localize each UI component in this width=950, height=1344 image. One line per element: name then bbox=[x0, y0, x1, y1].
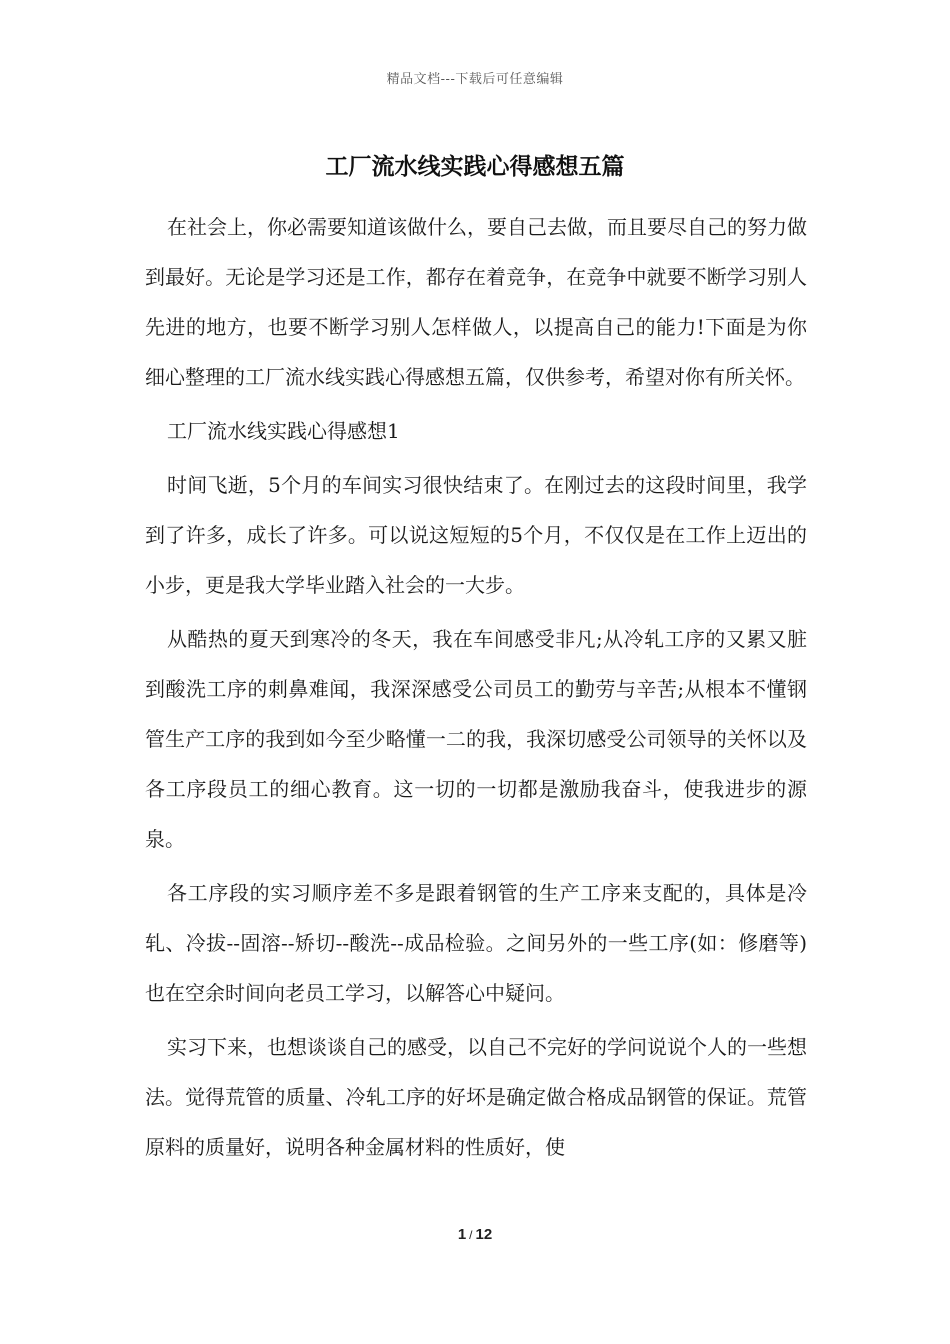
page-separator: / bbox=[469, 1228, 473, 1242]
document-body bbox=[145, 202, 807, 1176]
page-number bbox=[0, 1226, 950, 1243]
body-paragraph: 各工序段的实习顺序差不多是跟着钢管的生产工序来支配的，具体是冷轧、冷拔--固溶--矫切--酸洗--成品检验。之间另外的一些工序(如：修磨等)也在空余时间向老员工学习，以解答心中疑问。 bbox=[145, 881, 807, 1005]
page-current: 1 bbox=[457, 1226, 467, 1243]
page-total: 12 bbox=[475, 1226, 493, 1243]
section-heading: 工厂流水线实践心得感想1 bbox=[167, 419, 400, 443]
body-paragraph: 时间飞逝，5个月的车间实习很快结束了。在刚过去的这段时间里，我学到了许多，成长了许多。可以说这短短的5个月，不仅仅是在工作上迈出的小步，更是我大学毕业踏入社会的一大步。 bbox=[145, 473, 807, 597]
body-paragraph: 从酷热的夏天到寒冷的冬天，我在车间感受非凡;从冷轧工序的又累又脏到酸洗工序的刺鼻难闻，我深深感受公司员工的勤劳与辛苦;从根本不懂钢管生产工序的我到如今至少略懂一二的我，我深切感受公司领导的关怀以及各工序段员工的细心教育。这一切的一切都是激励我奋斗，使我进步的源泉。 bbox=[145, 627, 807, 851]
page-header-note: 精品文档---下载后可任意编辑 bbox=[386, 72, 564, 87]
document-title: 工厂流水线实践心得感想五篇 bbox=[325, 153, 625, 180]
body-paragraph: 实习下来，也想谈谈自己的感受，以自己不完好的学问说说个人的一些想法。觉得荒管的质量、冷轧工序的好坏是确定做合格成品钢管的保证。荒管原料的质量好，说明各种金属材料的性质好，使 bbox=[145, 1035, 807, 1159]
intro-paragraph: 在社会上，你必需要知道该做什么，要自己去做，而且要尽自己的努力做到最好。无论是学习还是工作，都存在着竞争，在竞争中就要不断学习别人先进的地方，也要不断学习别人怎样做人，以提高自己的能力!下面是为你细心整理的工厂流水线实践心得感想五篇，仅供参考，希望对你有所关怀。 bbox=[145, 215, 807, 389]
